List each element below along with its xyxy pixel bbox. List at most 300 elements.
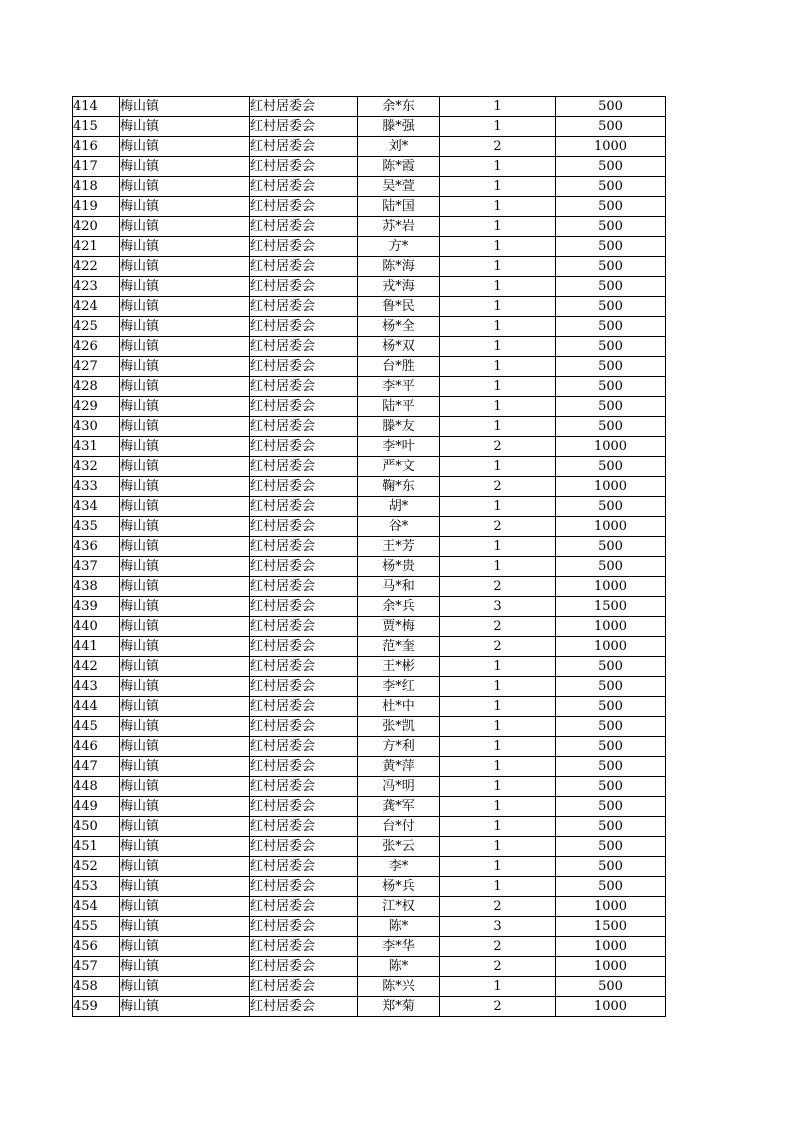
committee-cell: 红村居委会	[250, 957, 358, 977]
person-name-cell: 龚*军	[358, 797, 440, 817]
amount-cell: 500	[556, 357, 666, 377]
amount-cell: 1000	[556, 997, 666, 1017]
town-cell: 梅山镇	[120, 297, 250, 317]
row-number-cell: 430	[73, 417, 120, 437]
town-cell: 梅山镇	[120, 637, 250, 657]
person-name-cell: 李*叶	[358, 437, 440, 457]
row-number-cell: 419	[73, 197, 120, 217]
person-name-cell: 陆*平	[358, 397, 440, 417]
committee-cell: 红村居委会	[250, 917, 358, 937]
person-name-cell: 方*	[358, 237, 440, 257]
amount-cell: 500	[556, 857, 666, 877]
row-number-cell: 451	[73, 837, 120, 857]
committee-cell: 红村居委会	[250, 297, 358, 317]
roster-table	[72, 96, 666, 1017]
table-row	[73, 437, 666, 457]
amount-cell: 500	[556, 737, 666, 757]
committee-cell: 红村居委会	[250, 637, 358, 657]
row-number-cell: 448	[73, 777, 120, 797]
amount-cell: 500	[556, 237, 666, 257]
count-cell: 1	[440, 457, 556, 477]
amount-cell: 1000	[556, 437, 666, 457]
committee-cell: 红村居委会	[250, 857, 358, 877]
table-row	[73, 877, 666, 897]
amount-cell: 500	[556, 217, 666, 237]
row-number-cell: 422	[73, 257, 120, 277]
committee-cell: 红村居委会	[250, 497, 358, 517]
person-name-cell: 张*凯	[358, 717, 440, 737]
count-cell: 1	[440, 257, 556, 277]
town-cell: 梅山镇	[120, 197, 250, 217]
amount-cell: 500	[556, 757, 666, 777]
table-row	[73, 757, 666, 777]
row-number-cell: 446	[73, 737, 120, 757]
count-cell: 2	[440, 937, 556, 957]
committee-cell: 红村居委会	[250, 697, 358, 717]
person-name-cell: 黄*萍	[358, 757, 440, 777]
amount-cell: 500	[556, 677, 666, 697]
town-cell: 梅山镇	[120, 497, 250, 517]
committee-cell: 红村居委会	[250, 417, 358, 437]
table-row	[73, 817, 666, 837]
row-number-cell: 440	[73, 617, 120, 637]
committee-cell: 红村居委会	[250, 797, 358, 817]
amount-cell: 500	[556, 497, 666, 517]
count-cell: 1	[440, 677, 556, 697]
table-row	[73, 197, 666, 217]
row-number-cell: 425	[73, 317, 120, 337]
person-name-cell: 余*东	[358, 97, 440, 117]
committee-cell: 红村居委会	[250, 977, 358, 997]
row-number-cell: 415	[73, 117, 120, 137]
person-name-cell: 刘*	[358, 137, 440, 157]
town-cell: 梅山镇	[120, 877, 250, 897]
row-number-cell: 428	[73, 377, 120, 397]
count-cell: 1	[440, 317, 556, 337]
amount-cell: 1000	[556, 577, 666, 597]
count-cell: 2	[440, 137, 556, 157]
row-number-cell: 434	[73, 497, 120, 517]
committee-cell: 红村居委会	[250, 757, 358, 777]
town-cell: 梅山镇	[120, 117, 250, 137]
table-row	[73, 237, 666, 257]
table-row	[73, 157, 666, 177]
row-number-cell: 438	[73, 577, 120, 597]
amount-cell: 500	[556, 877, 666, 897]
town-cell: 梅山镇	[120, 797, 250, 817]
committee-cell: 红村居委会	[250, 377, 358, 397]
committee-cell: 红村居委会	[250, 877, 358, 897]
town-cell: 梅山镇	[120, 557, 250, 577]
committee-cell: 红村居委会	[250, 457, 358, 477]
amount-cell: 1000	[556, 517, 666, 537]
table-row	[73, 697, 666, 717]
town-cell: 梅山镇	[120, 237, 250, 257]
person-name-cell: 陈*	[358, 957, 440, 977]
count-cell: 1	[440, 817, 556, 837]
table-row	[73, 777, 666, 797]
town-cell: 梅山镇	[120, 397, 250, 417]
person-name-cell: 王*芳	[358, 537, 440, 557]
amount-cell: 1500	[556, 917, 666, 937]
person-name-cell: 王*彬	[358, 657, 440, 677]
committee-cell: 红村居委会	[250, 557, 358, 577]
person-name-cell: 鞠*东	[358, 477, 440, 497]
count-cell: 1	[440, 777, 556, 797]
row-number-cell: 458	[73, 977, 120, 997]
town-cell: 梅山镇	[120, 377, 250, 397]
town-cell: 梅山镇	[120, 177, 250, 197]
amount-cell: 500	[556, 537, 666, 557]
table-row	[73, 377, 666, 397]
committee-cell: 红村居委会	[250, 317, 358, 337]
row-number-cell: 431	[73, 437, 120, 457]
count-cell: 1	[440, 117, 556, 137]
person-name-cell: 台*胜	[358, 357, 440, 377]
table-row	[73, 97, 666, 117]
person-name-cell: 陈*海	[358, 257, 440, 277]
count-cell: 1	[440, 377, 556, 397]
count-cell: 1	[440, 977, 556, 997]
town-cell: 梅山镇	[120, 717, 250, 737]
table-row	[73, 737, 666, 757]
town-cell: 梅山镇	[120, 157, 250, 177]
count-cell: 1	[440, 357, 556, 377]
row-number-cell: 447	[73, 757, 120, 777]
count-cell: 1	[440, 397, 556, 417]
table-row	[73, 557, 666, 577]
row-number-cell: 421	[73, 237, 120, 257]
committee-cell: 红村居委会	[250, 937, 358, 957]
committee-cell: 红村居委会	[250, 337, 358, 357]
person-name-cell: 陈*兴	[358, 977, 440, 997]
row-number-cell: 453	[73, 877, 120, 897]
count-cell: 1	[440, 297, 556, 317]
person-name-cell: 杨*兵	[358, 877, 440, 897]
person-name-cell: 严*文	[358, 457, 440, 477]
row-number-cell: 455	[73, 917, 120, 937]
amount-cell: 500	[556, 277, 666, 297]
row-number-cell: 443	[73, 677, 120, 697]
committee-cell: 红村居委会	[250, 897, 358, 917]
count-cell: 1	[440, 877, 556, 897]
person-name-cell: 余*兵	[358, 597, 440, 617]
town-cell: 梅山镇	[120, 597, 250, 617]
town-cell: 梅山镇	[120, 857, 250, 877]
row-number-cell: 417	[73, 157, 120, 177]
table-row	[73, 337, 666, 357]
committee-cell: 红村居委会	[250, 257, 358, 277]
row-number-cell: 454	[73, 897, 120, 917]
person-name-cell: 杨*双	[358, 337, 440, 357]
amount-cell: 500	[556, 417, 666, 437]
table-row	[73, 277, 666, 297]
row-number-cell: 444	[73, 697, 120, 717]
table-row	[73, 637, 666, 657]
row-number-cell: 459	[73, 997, 120, 1017]
committee-cell: 红村居委会	[250, 437, 358, 457]
amount-cell: 500	[556, 457, 666, 477]
count-cell: 1	[440, 737, 556, 757]
row-number-cell: 449	[73, 797, 120, 817]
count-cell: 2	[440, 617, 556, 637]
town-cell: 梅山镇	[120, 657, 250, 677]
row-number-cell: 437	[73, 557, 120, 577]
table-row	[73, 117, 666, 137]
committee-cell: 红村居委会	[250, 837, 358, 857]
table-row	[73, 357, 666, 377]
person-name-cell: 滕*强	[358, 117, 440, 137]
table-row	[73, 797, 666, 817]
town-cell: 梅山镇	[120, 897, 250, 917]
count-cell: 1	[440, 97, 556, 117]
count-cell: 1	[440, 757, 556, 777]
town-cell: 梅山镇	[120, 457, 250, 477]
town-cell: 梅山镇	[120, 837, 250, 857]
person-name-cell: 杨*全	[358, 317, 440, 337]
town-cell: 梅山镇	[120, 137, 250, 157]
count-cell: 1	[440, 337, 556, 357]
amount-cell: 1000	[556, 937, 666, 957]
amount-cell: 500	[556, 317, 666, 337]
amount-cell: 1000	[556, 897, 666, 917]
count-cell: 2	[440, 897, 556, 917]
amount-cell: 500	[556, 177, 666, 197]
table-row	[73, 917, 666, 937]
person-name-cell: 冯*明	[358, 777, 440, 797]
committee-cell: 红村居委会	[250, 137, 358, 157]
committee-cell: 红村居委会	[250, 477, 358, 497]
amount-cell: 500	[556, 117, 666, 137]
committee-cell: 红村居委会	[250, 237, 358, 257]
table-row	[73, 977, 666, 997]
amount-cell: 1500	[556, 597, 666, 617]
count-cell: 1	[440, 697, 556, 717]
committee-cell: 红村居委会	[250, 577, 358, 597]
amount-cell: 1000	[556, 137, 666, 157]
person-name-cell: 胡*	[358, 497, 440, 517]
row-number-cell: 429	[73, 397, 120, 417]
committee-cell: 红村居委会	[250, 217, 358, 237]
person-name-cell: 方*利	[358, 737, 440, 757]
town-cell: 梅山镇	[120, 937, 250, 957]
amount-cell: 500	[556, 777, 666, 797]
count-cell: 1	[440, 177, 556, 197]
person-name-cell: 贾*梅	[358, 617, 440, 637]
table-row	[73, 897, 666, 917]
count-cell: 1	[440, 497, 556, 517]
amount-cell: 500	[556, 297, 666, 317]
person-name-cell: 马*和	[358, 577, 440, 597]
amount-cell: 500	[556, 977, 666, 997]
person-name-cell: 杨*贵	[358, 557, 440, 577]
town-cell: 梅山镇	[120, 217, 250, 237]
table-row	[73, 517, 666, 537]
person-name-cell: 台*付	[358, 817, 440, 837]
town-cell: 梅山镇	[120, 917, 250, 937]
committee-cell: 红村居委会	[250, 997, 358, 1017]
row-number-cell: 416	[73, 137, 120, 157]
person-name-cell: 李*华	[358, 937, 440, 957]
town-cell: 梅山镇	[120, 537, 250, 557]
committee-cell: 红村居委会	[250, 717, 358, 737]
committee-cell: 红村居委会	[250, 197, 358, 217]
amount-cell: 500	[556, 197, 666, 217]
amount-cell: 500	[556, 837, 666, 857]
amount-cell: 500	[556, 97, 666, 117]
count-cell: 2	[440, 437, 556, 457]
town-cell: 梅山镇	[120, 577, 250, 597]
count-cell: 2	[440, 517, 556, 537]
person-name-cell: 陈*	[358, 917, 440, 937]
town-cell: 梅山镇	[120, 257, 250, 277]
count-cell: 1	[440, 557, 556, 577]
table-row	[73, 717, 666, 737]
table-row	[73, 257, 666, 277]
committee-cell: 红村居委会	[250, 277, 358, 297]
amount-cell: 500	[556, 157, 666, 177]
row-number-cell: 445	[73, 717, 120, 737]
person-name-cell: 杜*中	[358, 697, 440, 717]
table-row	[73, 177, 666, 197]
town-cell: 梅山镇	[120, 357, 250, 377]
row-number-cell: 457	[73, 957, 120, 977]
table-row	[73, 617, 666, 637]
town-cell: 梅山镇	[120, 337, 250, 357]
count-cell: 1	[440, 237, 556, 257]
town-cell: 梅山镇	[120, 777, 250, 797]
roster-table-body	[73, 97, 666, 1017]
town-cell: 梅山镇	[120, 417, 250, 437]
row-number-cell: 424	[73, 297, 120, 317]
count-cell: 2	[440, 477, 556, 497]
row-number-cell: 452	[73, 857, 120, 877]
table-row	[73, 857, 666, 877]
person-name-cell: 苏*岩	[358, 217, 440, 237]
row-number-cell: 423	[73, 277, 120, 297]
amount-cell: 500	[556, 657, 666, 677]
table-row	[73, 597, 666, 617]
committee-cell: 红村居委会	[250, 397, 358, 417]
person-name-cell: 陆*国	[358, 197, 440, 217]
amount-cell: 500	[556, 817, 666, 837]
amount-cell: 500	[556, 557, 666, 577]
town-cell: 梅山镇	[120, 517, 250, 537]
count-cell: 1	[440, 657, 556, 677]
table-row	[73, 317, 666, 337]
table-row	[73, 297, 666, 317]
committee-cell: 红村居委会	[250, 537, 358, 557]
person-name-cell: 郑*菊	[358, 997, 440, 1017]
person-name-cell: 张*云	[358, 837, 440, 857]
amount-cell: 1000	[556, 617, 666, 637]
person-name-cell: 范*奎	[358, 637, 440, 657]
amount-cell: 1000	[556, 477, 666, 497]
row-number-cell: 433	[73, 477, 120, 497]
count-cell: 3	[440, 917, 556, 937]
town-cell: 梅山镇	[120, 977, 250, 997]
row-number-cell: 435	[73, 517, 120, 537]
town-cell: 梅山镇	[120, 477, 250, 497]
amount-cell: 500	[556, 397, 666, 417]
person-name-cell: 鲁*民	[358, 297, 440, 317]
table-row	[73, 497, 666, 517]
amount-cell: 500	[556, 377, 666, 397]
row-number-cell: 418	[73, 177, 120, 197]
row-number-cell: 439	[73, 597, 120, 617]
table-row	[73, 397, 666, 417]
committee-cell: 红村居委会	[250, 817, 358, 837]
table-row	[73, 837, 666, 857]
town-cell: 梅山镇	[120, 757, 250, 777]
committee-cell: 红村居委会	[250, 157, 358, 177]
table-row	[73, 217, 666, 237]
table-row	[73, 657, 666, 677]
row-number-cell: 414	[73, 97, 120, 117]
row-number-cell: 441	[73, 637, 120, 657]
amount-cell: 500	[556, 257, 666, 277]
amount-cell: 500	[556, 797, 666, 817]
town-cell: 梅山镇	[120, 997, 250, 1017]
town-cell: 梅山镇	[120, 277, 250, 297]
row-number-cell: 426	[73, 337, 120, 357]
table-row	[73, 957, 666, 977]
person-name-cell: 李*平	[358, 377, 440, 397]
amount-cell: 500	[556, 697, 666, 717]
committee-cell: 红村居委会	[250, 117, 358, 137]
person-name-cell: 吴*萱	[358, 177, 440, 197]
row-number-cell: 432	[73, 457, 120, 477]
amount-cell: 500	[556, 337, 666, 357]
count-cell: 1	[440, 717, 556, 737]
table-row	[73, 997, 666, 1017]
committee-cell: 红村居委会	[250, 677, 358, 697]
count-cell: 2	[440, 957, 556, 977]
town-cell: 梅山镇	[120, 677, 250, 697]
table-row	[73, 137, 666, 157]
amount-cell: 1000	[556, 637, 666, 657]
count-cell: 1	[440, 157, 556, 177]
table-row	[73, 577, 666, 597]
table-row	[73, 477, 666, 497]
town-cell: 梅山镇	[120, 437, 250, 457]
row-number-cell: 420	[73, 217, 120, 237]
row-number-cell: 427	[73, 357, 120, 377]
row-number-cell: 456	[73, 937, 120, 957]
row-number-cell: 450	[73, 817, 120, 837]
count-cell: 1	[440, 197, 556, 217]
town-cell: 梅山镇	[120, 957, 250, 977]
count-cell: 1	[440, 217, 556, 237]
count-cell: 1	[440, 837, 556, 857]
town-cell: 梅山镇	[120, 617, 250, 637]
table-row	[73, 417, 666, 437]
committee-cell: 红村居委会	[250, 597, 358, 617]
count-cell: 1	[440, 417, 556, 437]
committee-cell: 红村居委会	[250, 617, 358, 637]
person-name-cell: 滕*友	[358, 417, 440, 437]
committee-cell: 红村居委会	[250, 737, 358, 757]
row-number-cell: 442	[73, 657, 120, 677]
person-name-cell: 戎*海	[358, 277, 440, 297]
count-cell: 1	[440, 797, 556, 817]
table-row	[73, 537, 666, 557]
count-cell: 3	[440, 597, 556, 617]
person-name-cell: 李*红	[358, 677, 440, 697]
table-row	[73, 937, 666, 957]
table-row	[73, 677, 666, 697]
town-cell: 梅山镇	[120, 817, 250, 837]
